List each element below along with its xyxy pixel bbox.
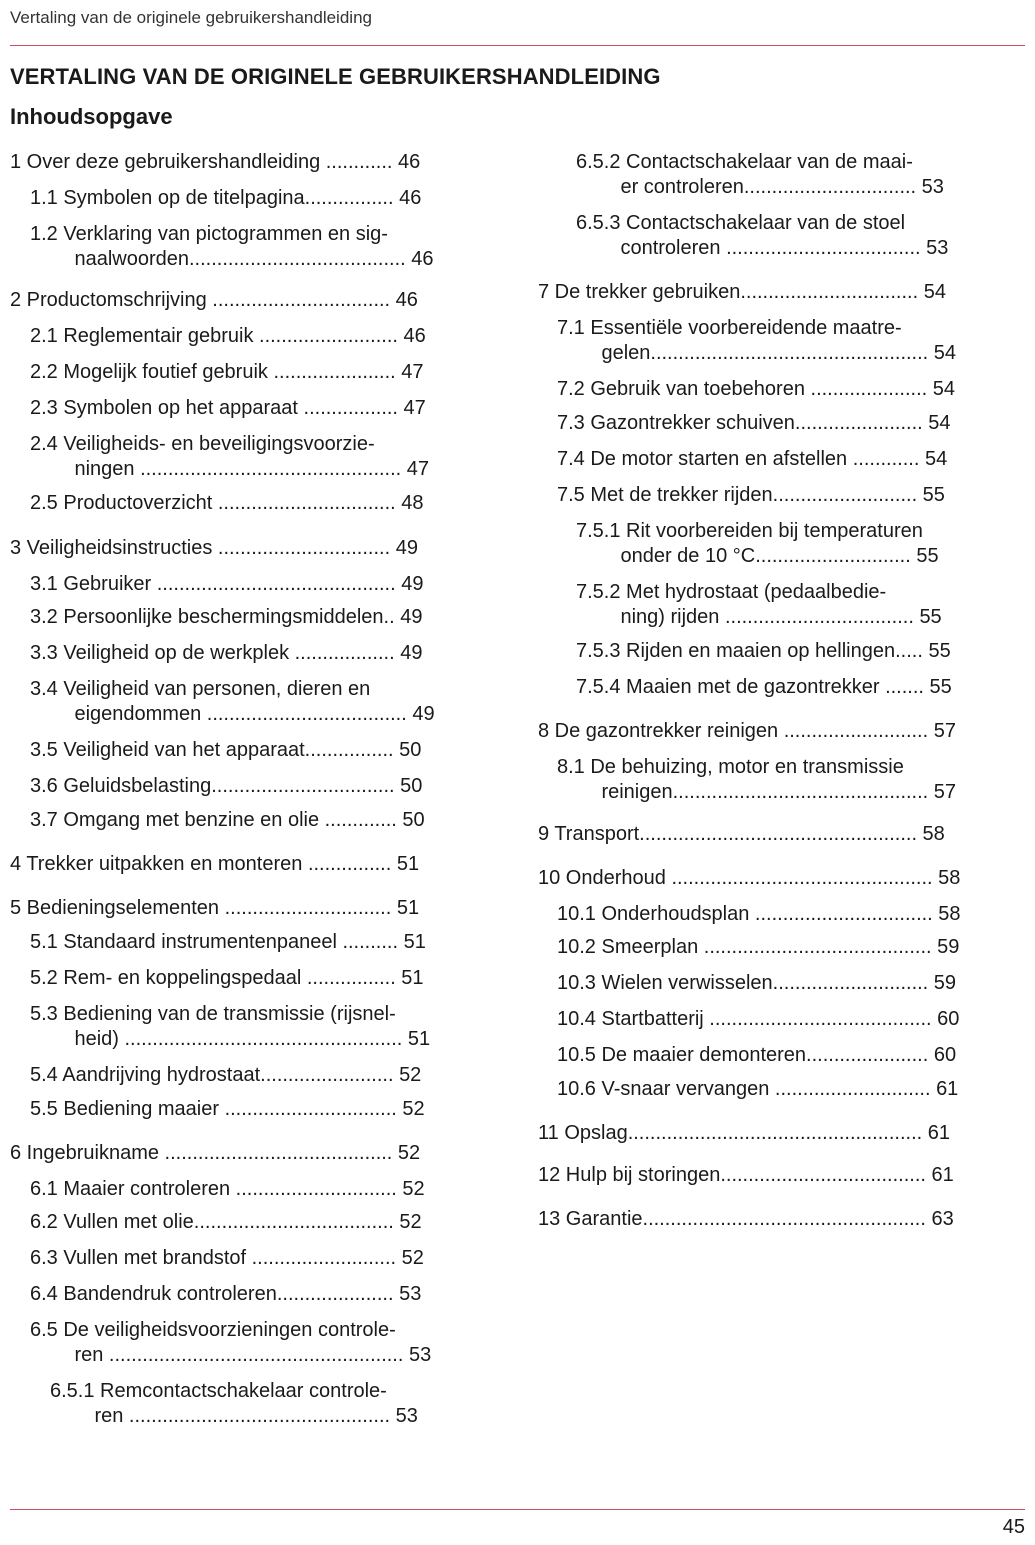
toc-entry[interactable]: 1 Over deze gebruikershandleiding ............ 46 bbox=[10, 151, 421, 173]
toc-entry[interactable]: 8.1 De behuizing, motor en transmissie reinigen.............................................. 57 bbox=[557, 756, 957, 803]
toc-entry[interactable]: 7.3 Gazontrekker schuiven....................... 54 bbox=[557, 412, 951, 434]
toc-entry[interactable]: 3.6 Geluidsbelasting................................. 50 bbox=[30, 775, 423, 797]
toc-entry[interactable]: 5.1 Standaard instrumentenpaneel .......... 51 bbox=[30, 931, 426, 953]
toc-entry[interactable]: 3.4 Veiligheid van personen, dieren en eigendommen .................................... 49 bbox=[30, 678, 435, 725]
toc-entry[interactable]: 10.5 De maaier demonteren...................... 60 bbox=[557, 1044, 957, 1066]
toc-entry[interactable]: 12 Hulp bij storingen..................................... 61 bbox=[538, 1164, 954, 1186]
header-rule bbox=[10, 45, 1025, 46]
footer-rule bbox=[10, 1509, 1025, 1510]
toc-entry[interactable]: 6.1 Maaier controleren ............................. 52 bbox=[30, 1178, 425, 1200]
toc-entry[interactable]: 9 Transport.................................................. 58 bbox=[538, 823, 945, 845]
toc-entry[interactable]: 10.4 Startbatterij ........................................ 60 bbox=[557, 1008, 960, 1030]
toc-entry[interactable]: 1.2 Verklaring van pictogrammen en sig- naalwoorden....................................... 46 bbox=[30, 223, 434, 270]
toc-entry[interactable]: 7 De trekker gebruiken................................ 54 bbox=[538, 281, 946, 303]
toc-entry[interactable]: 7.5.1 Rit voorbereiden bij temperaturen onder de 10 °C............................ 55 bbox=[576, 520, 939, 567]
toc-entry[interactable]: 10.2 Smeerplan ......................................... 59 bbox=[557, 936, 960, 958]
toc-entry[interactable]: 10.3 Wielen verwisselen............................ 59 bbox=[557, 972, 957, 994]
toc-entry[interactable]: 3.7 Omgang met benzine en olie ............. 50 bbox=[30, 809, 425, 831]
toc-entry[interactable]: 4 Trekker uitpakken en monteren ............... 51 bbox=[10, 853, 420, 875]
toc-entry[interactable]: 3.1 Gebruiker ........................................... 49 bbox=[30, 573, 424, 595]
toc-entry[interactable]: 6.5.3 Contactschakelaar van de stoel controleren ................................... 53 bbox=[576, 212, 949, 259]
toc-entry[interactable]: 6.3 Vullen met brandstof .......................... 52 bbox=[30, 1247, 424, 1269]
toc-entry[interactable]: 10 Onderhoud ............................................... 58 bbox=[538, 867, 961, 889]
toc-entry[interactable]: 6.4 Bandendruk controleren..................... 53 bbox=[30, 1283, 422, 1305]
toc-entry[interactable]: 7.1 Essentiële voorbereidende maatre- gelen.................................................. 54 bbox=[557, 317, 957, 364]
toc-entry[interactable]: 2.5 Productoverzicht ................................ 48 bbox=[30, 492, 424, 514]
toc-entry[interactable]: 6.2 Vullen met olie.................................... 52 bbox=[30, 1211, 422, 1233]
toc-entry[interactable]: 5.4 Aandrijving hydrostaat........................ 52 bbox=[30, 1064, 422, 1086]
toc-entry[interactable]: 6 Ingebruikname ......................................... 52 bbox=[10, 1142, 421, 1164]
toc-entry[interactable]: 5.2 Rem- en koppelingspedaal ................ 51 bbox=[30, 967, 424, 989]
toc-entry[interactable]: 10.6 V-snaar vervangen ............................ 61 bbox=[557, 1078, 959, 1100]
toc-entry[interactable]: 2.1 Reglementair gebruik ......................... 46 bbox=[30, 325, 426, 347]
toc-entry[interactable]: 3.2 Persoonlijke beschermingsmiddelen.. 49 bbox=[30, 606, 423, 628]
toc-entry[interactable]: 5.3 Bediening van de transmissie (rijsnel- heid) .................................................. 51 bbox=[30, 1003, 431, 1050]
toc-entry[interactable]: 8 De gazontrekker reinigen .......................... 57 bbox=[538, 720, 956, 742]
toc-entry[interactable]: 7.5 Met de trekker rijden.......................... 55 bbox=[557, 484, 945, 506]
toc-entry[interactable]: 10.1 Onderhoudsplan ................................ 58 bbox=[557, 903, 961, 925]
toc-entry[interactable]: 3.3 Veiligheid op de werkplek .................. 49 bbox=[30, 642, 423, 664]
toc-entry[interactable]: 7.2 Gebruik van toebehoren ..................... 54 bbox=[557, 378, 955, 400]
toc-entry[interactable]: 7.5.3 Rijden en maaien op hellingen..... 55 bbox=[576, 640, 951, 662]
toc-entry[interactable]: 6.5 De veiligheidsvoorzieningen controle- ren ..................................................... 53 bbox=[30, 1319, 432, 1366]
toc-entry[interactable]: 3.5 Veiligheid van het apparaat................ 50 bbox=[30, 739, 422, 761]
toc-entry[interactable]: 5 Bedieningselementen .............................. 51 bbox=[10, 897, 420, 919]
toc-entry[interactable]: 13 Garantie................................................... 63 bbox=[538, 1208, 954, 1230]
toc-entry[interactable]: 7.4 De motor starten en afstellen ............ 54 bbox=[557, 448, 948, 470]
running-header: Vertaling van de originele gebruikershandleiding bbox=[10, 8, 372, 27]
toc-entry[interactable]: 2.4 Veiligheids- en beveiligingsvoorzie- ningen ............................................... 47 bbox=[30, 433, 430, 480]
toc-entry[interactable]: 6.5.1 Remcontactschakelaar controle- ren ............................................... 53 bbox=[50, 1380, 418, 1427]
toc-entry[interactable]: 7.5.4 Maaien met de gazontrekker ....... 55 bbox=[576, 676, 952, 698]
toc-entry[interactable]: 7.5.2 Met hydrostaat (pedaalbedie- ning) rijden .................................. 55 bbox=[576, 581, 942, 628]
document-title: VERTALING VAN DE ORIGINELE GEBRUIKERSHANDLEIDING bbox=[10, 64, 661, 89]
toc-entry[interactable]: 2.3 Symbolen op het apparaat ................. 47 bbox=[30, 397, 426, 419]
toc-entry[interactable]: 11 Opslag..................................................... 61 bbox=[538, 1122, 950, 1144]
toc-title: Inhoudsopgave bbox=[10, 104, 173, 129]
toc-entry[interactable]: 6.5.2 Contactschakelaar van de maai- er controleren............................... 53 bbox=[576, 151, 944, 198]
page-number: 45 bbox=[1002, 1516, 1025, 1538]
toc-entry[interactable]: 3 Veiligheidsinstructies ............................... 49 bbox=[10, 537, 418, 559]
toc-entry[interactable]: 2.2 Mogelijk foutief gebruik ...................... 47 bbox=[30, 361, 424, 383]
toc-entry[interactable]: 2 Productomschrijving ................................ 46 bbox=[10, 289, 418, 311]
toc-entry[interactable]: 5.5 Bediening maaier ............................... 52 bbox=[30, 1098, 425, 1120]
toc-entry[interactable]: 1.1 Symbolen op de titelpagina................ 46 bbox=[30, 187, 422, 209]
